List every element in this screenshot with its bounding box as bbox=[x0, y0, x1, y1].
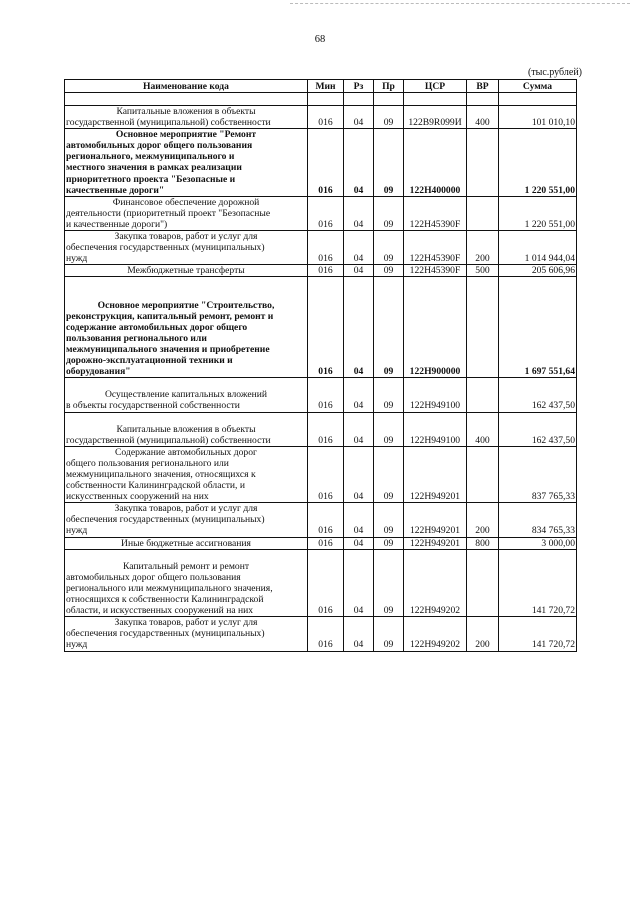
table-row bbox=[65, 106, 577, 129]
table-row bbox=[65, 503, 577, 537]
row-sum: 141 720,72 bbox=[499, 549, 577, 617]
col-header-name: Наименование кода bbox=[65, 80, 308, 93]
row-min: 016 bbox=[308, 617, 344, 651]
table-row bbox=[65, 446, 577, 502]
table-row bbox=[65, 537, 577, 549]
budget-table bbox=[64, 79, 577, 652]
row-name: Закупка товаров, работ и услуг для обеспечения государственных (муниципальных) нужд bbox=[65, 231, 308, 265]
col-header-csr: ЦСР bbox=[404, 80, 467, 93]
col-header-rz: Рз bbox=[344, 80, 374, 93]
row-pr: 09 bbox=[374, 196, 404, 230]
table-row bbox=[65, 378, 577, 412]
row-pr: 09 bbox=[374, 106, 404, 129]
row-pr: 09 bbox=[374, 129, 404, 197]
row-name: Основное мероприятие "Строительство, реконструкция, капитальный ремонт, ремонт и содержание автомобильных дорог общего пользования регионального или межмуниципального значения и приобретение дорожно-эксплуатационной техники и оборудования" bbox=[65, 277, 308, 378]
row-min: 016 bbox=[308, 549, 344, 617]
row-min: 016 bbox=[308, 231, 344, 265]
row-min: 016 bbox=[308, 196, 344, 230]
row-csr: 122H949202 bbox=[404, 617, 467, 651]
row-vr bbox=[467, 196, 499, 230]
table-row bbox=[65, 549, 577, 617]
row-csr: 122H45390F bbox=[404, 196, 467, 230]
row-vr bbox=[467, 129, 499, 197]
row-sum: 837 765,33 bbox=[499, 446, 577, 502]
row-pr bbox=[374, 93, 404, 106]
row-name: Осуществление капитальных вложений в объекты государственной собственности bbox=[65, 378, 308, 412]
row-min: 016 bbox=[308, 537, 344, 549]
table-row bbox=[65, 196, 577, 230]
row-pr: 09 bbox=[374, 378, 404, 412]
row-name bbox=[65, 93, 308, 106]
row-sum: 101 010,10 bbox=[499, 106, 577, 129]
row-csr: 122H949201 bbox=[404, 537, 467, 549]
table-row bbox=[65, 617, 577, 651]
row-rz: 04 bbox=[344, 106, 374, 129]
row-sum: 1 220 551,00 bbox=[499, 196, 577, 230]
row-vr: 200 bbox=[467, 231, 499, 265]
table-row bbox=[65, 277, 577, 378]
table-row bbox=[65, 231, 577, 265]
row-vr: 500 bbox=[467, 265, 499, 277]
row-min: 016 bbox=[308, 446, 344, 502]
row-vr bbox=[467, 378, 499, 412]
row-vr: 400 bbox=[467, 106, 499, 129]
row-sum: 834 765,33 bbox=[499, 503, 577, 537]
row-sum bbox=[499, 93, 577, 106]
row-min: 016 bbox=[308, 503, 344, 537]
row-rz: 04 bbox=[344, 412, 374, 446]
row-vr: 200 bbox=[467, 617, 499, 651]
row-pr: 09 bbox=[374, 446, 404, 502]
row-name: Капитальный ремонт и ремонт автомобильных дорог общего пользования регионального или межмуниципального значения, относящихся к собственности Калининградской области, и искусственных сооружений на них bbox=[65, 549, 308, 617]
row-sum: 162 437,50 bbox=[499, 378, 577, 412]
row-rz: 04 bbox=[344, 277, 374, 378]
row-name: Финансовое обеспечение дорожной деятельности (приоритетный проект "Безопасные и качественные дороги") bbox=[65, 196, 308, 230]
row-min: 016 bbox=[308, 129, 344, 197]
row-sum: 1 014 944,04 bbox=[499, 231, 577, 265]
header-row bbox=[65, 80, 577, 93]
row-name: Основное мероприятие "Ремонт автомобильных дорог общего пользования регионального, межмуниципального и местного значения в рамках реализации приоритетного проекта "Безопасные и качественные дороги" bbox=[65, 129, 308, 197]
row-vr bbox=[467, 446, 499, 502]
row-csr: 122H45390F bbox=[404, 231, 467, 265]
row-rz: 04 bbox=[344, 549, 374, 617]
row-rz: 04 bbox=[344, 537, 374, 549]
col-header-min: Мин bbox=[308, 80, 344, 93]
row-sum: 1 697 551,64 bbox=[499, 277, 577, 378]
units-note: (тыс.рублей) bbox=[527, 67, 582, 78]
row-csr bbox=[404, 93, 467, 106]
row-name: Закупка товаров, работ и услуг для обеспечения государственных (муниципальных) нужд bbox=[65, 617, 308, 651]
row-rz: 04 bbox=[344, 617, 374, 651]
row-csr: 122H45390F bbox=[404, 265, 467, 277]
table-row bbox=[65, 265, 577, 277]
row-name: Капитальные вложения в объекты государственной (муниципальной) собственности bbox=[65, 106, 308, 129]
row-csr: 122H949201 bbox=[404, 503, 467, 537]
row-name: Содержание автомобильных дорог общего пользования регионального или межмуниципального значения, относящихся к собственности Калининградской области, и искусственных сооружений на них bbox=[65, 446, 308, 502]
page-number: 68 bbox=[314, 34, 326, 45]
row-min: 016 bbox=[308, 378, 344, 412]
row-min: 016 bbox=[308, 412, 344, 446]
row-pr: 09 bbox=[374, 537, 404, 549]
row-name: Закупка товаров, работ и услуг для обеспечения государственных (муниципальных) нужд bbox=[65, 503, 308, 537]
row-csr: 122H949100 bbox=[404, 412, 467, 446]
row-rz: 04 bbox=[344, 446, 374, 502]
row-csr: 122H949202 bbox=[404, 549, 467, 617]
row-name: Капитальные вложения в объекты государственной (муниципальной) собственности bbox=[65, 412, 308, 446]
row-vr: 200 bbox=[467, 503, 499, 537]
row-pr: 09 bbox=[374, 277, 404, 378]
row-pr: 09 bbox=[374, 265, 404, 277]
table-row bbox=[65, 412, 577, 446]
row-pr: 09 bbox=[374, 412, 404, 446]
row-vr: 800 bbox=[467, 537, 499, 549]
row-pr: 09 bbox=[374, 503, 404, 537]
row-rz: 04 bbox=[344, 231, 374, 265]
row-min bbox=[308, 93, 344, 106]
row-pr: 09 bbox=[374, 549, 404, 617]
row-csr: 122B9R099И bbox=[404, 106, 467, 129]
row-min: 016 bbox=[308, 265, 344, 277]
row-min: 016 bbox=[308, 277, 344, 378]
row-vr: 400 bbox=[467, 412, 499, 446]
scan-artifact-dashes bbox=[290, 3, 630, 4]
row-rz: 04 bbox=[344, 378, 374, 412]
row-sum: 1 220 551,00 bbox=[499, 129, 577, 197]
col-header-sum: Сумма bbox=[499, 80, 577, 93]
row-pr: 09 bbox=[374, 231, 404, 265]
row-csr: 122H900000 bbox=[404, 277, 467, 378]
row-csr: 122H949100 bbox=[404, 378, 467, 412]
table-row bbox=[65, 93, 577, 106]
row-rz bbox=[344, 93, 374, 106]
row-name: Иные бюджетные ассигнования bbox=[65, 537, 308, 549]
row-min: 016 bbox=[308, 106, 344, 129]
row-vr bbox=[467, 93, 499, 106]
row-sum: 162 437,50 bbox=[499, 412, 577, 446]
table-row bbox=[65, 129, 577, 197]
row-pr: 09 bbox=[374, 617, 404, 651]
row-csr: 122H949201 bbox=[404, 446, 467, 502]
col-header-pr: Пр bbox=[374, 80, 404, 93]
row-rz: 04 bbox=[344, 196, 374, 230]
row-sum: 3 000,00 bbox=[499, 537, 577, 549]
col-header-vr: ВР bbox=[467, 80, 499, 93]
row-csr: 122H400000 bbox=[404, 129, 467, 197]
row-rz: 04 bbox=[344, 129, 374, 197]
row-vr bbox=[467, 549, 499, 617]
row-sum: 141 720,72 bbox=[499, 617, 577, 651]
row-rz: 04 bbox=[344, 265, 374, 277]
row-rz: 04 bbox=[344, 503, 374, 537]
row-name: Межбюджетные трансферты bbox=[65, 265, 308, 277]
row-sum: 205 606,96 bbox=[499, 265, 577, 277]
row-vr bbox=[467, 277, 499, 378]
